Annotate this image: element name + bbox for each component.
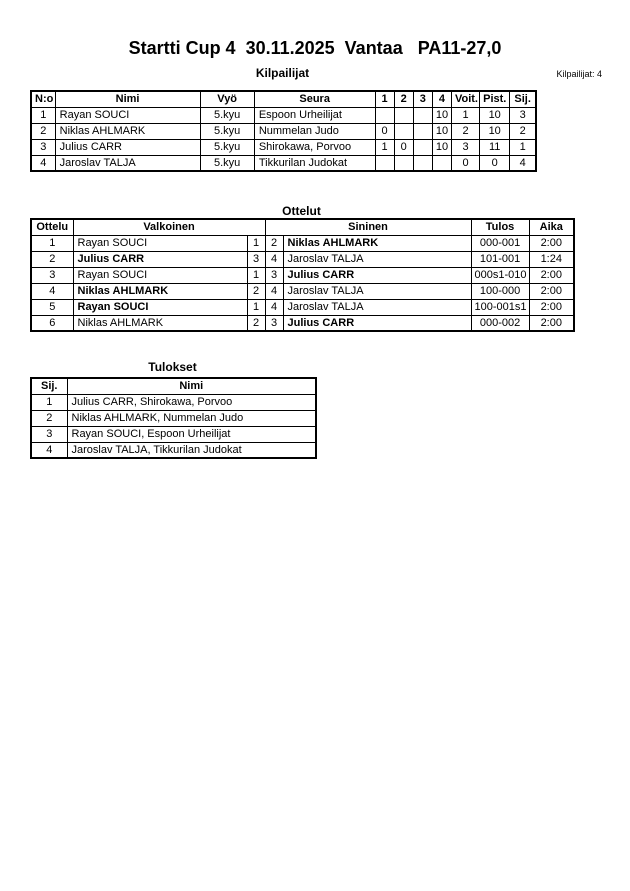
competitor-wins: 3 [451,139,479,155]
matches-section-heading: Ottelut [282,204,321,218]
result-row [31,442,316,458]
col-header-match-1: 1 [375,91,394,107]
col-header-time: Aika [529,219,574,235]
competitor-belt: 5.kyu [200,123,254,139]
result-place: 3 [31,426,67,442]
competitor-place: 4 [510,155,536,171]
matches-header-row [31,219,574,235]
col-header-points: Pist. [480,91,510,107]
competitors-table [30,90,537,172]
competitor-wins: 1 [451,107,479,123]
col-header-match-2: 2 [394,91,413,107]
match-row [31,299,574,315]
competitor-name: Jaroslav TALJA [55,155,200,171]
result-place: 1 [31,394,67,410]
blue-name: Jaroslav TALJA [283,299,471,315]
match-time: 2:00 [529,315,574,331]
competitor-name: Niklas AHLMARK [55,123,200,139]
match-row [31,251,574,267]
competitor-wins: 0 [451,155,479,171]
match-time: 2:00 [529,299,574,315]
result-row [31,426,316,442]
blue-number: 4 [265,299,283,315]
blue-name: Niklas AHLMARK [283,235,471,251]
blue-name: Julius CARR [283,315,471,331]
competitor-score-3 [413,155,432,171]
competitor-no: 3 [31,139,55,155]
white-number: 2 [247,315,265,331]
col-header-match-4: 4 [432,91,451,107]
result-place: 2 [31,410,67,426]
white-number: 1 [247,267,265,283]
white-number: 1 [247,299,265,315]
col-header-club: Seura [254,91,375,107]
competitor-place: 1 [510,139,536,155]
match-result: 000-001 [471,235,529,251]
match-result: 000-002 [471,315,529,331]
match-no: 4 [31,283,73,299]
competitor-no: 1 [31,107,55,123]
col-header-name: Nimi [67,378,316,394]
result-row [31,410,316,426]
competitor-score-3 [413,107,432,123]
competitor-score-2 [394,155,413,171]
white-number: 2 [247,283,265,299]
match-result: 100-001s1 [471,299,529,315]
competitor-score-1 [375,107,394,123]
match-no: 5 [31,299,73,315]
blue-number: 2 [265,235,283,251]
match-time: 1:24 [529,251,574,267]
competitor-place: 3 [510,107,536,123]
competitors-count: Kilpailijat: 4 [556,69,602,79]
competitor-row [31,107,536,123]
white-name: Niklas AHLMARK [73,315,247,331]
results-section-heading: Tulokset [148,360,197,374]
blue-number: 4 [265,251,283,267]
competitor-score-1 [375,155,394,171]
competitor-score-3 [413,123,432,139]
col-header-match-3: 3 [413,91,432,107]
competitor-points: 11 [480,139,510,155]
competitor-club: Tikkurilan Judokat [254,155,375,171]
competitor-place: 2 [510,123,536,139]
competitor-belt: 5.kyu [200,107,254,123]
match-time: 2:00 [529,235,574,251]
competitor-club: Espoon Urheilijat [254,107,375,123]
result-name: Rayan SOUCI, Espoon Urheilijat [67,426,316,442]
results-header-row [31,378,316,394]
blue-name: Jaroslav TALJA [283,251,471,267]
white-number: 3 [247,251,265,267]
col-header-white: Valkoinen [73,219,265,235]
col-header-wins: Voit. [451,91,479,107]
col-header-no: N:o [31,91,55,107]
competitor-club: Nummelan Judo [254,123,375,139]
match-no: 2 [31,251,73,267]
col-header-match-no: Ottelu [31,219,73,235]
match-row [31,283,574,299]
competitor-belt: 5.kyu [200,155,254,171]
competitors-section-heading: Kilpailijat [255,66,310,80]
col-header-place: Sij. [31,378,67,394]
competitor-score-4 [432,155,451,171]
blue-number: 4 [265,283,283,299]
competitor-score-3 [413,139,432,155]
results-table [30,377,317,459]
white-name: Rayan SOUCI [73,299,247,315]
col-header-name: Nimi [55,91,200,107]
competitor-score-4: 10 [432,123,451,139]
match-result: 100-000 [471,283,529,299]
match-no: 1 [31,235,73,251]
result-row [31,394,316,410]
match-no: 6 [31,315,73,331]
competitor-row [31,123,536,139]
page-title: Startti Cup 4 30.11.2025 Vantaa PA11-27,0 [128,38,502,58]
white-number: 1 [247,235,265,251]
competitor-points: 10 [480,107,510,123]
competitor-club: Shirokawa, Porvoo [254,139,375,155]
match-time: 2:00 [529,267,574,283]
competitor-belt: 5.kyu [200,139,254,155]
result-name: Julius CARR, Shirokawa, Porvoo [67,394,316,410]
white-name: Rayan SOUCI [73,267,247,283]
blue-number: 3 [265,267,283,283]
match-time: 2:00 [529,283,574,299]
competitor-name: Julius CARR [55,139,200,155]
matches-table [30,218,575,332]
competitor-row [31,139,536,155]
match-row [31,235,574,251]
competitor-score-1: 1 [375,139,394,155]
result-name: Jaroslav TALJA, Tikkurilan Judokat [67,442,316,458]
competitor-no: 2 [31,123,55,139]
white-name: Rayan SOUCI [73,235,247,251]
match-no: 3 [31,267,73,283]
competitor-row [31,155,536,171]
competitor-score-4: 10 [432,107,451,123]
competitor-score-4: 10 [432,139,451,155]
competitor-score-2 [394,107,413,123]
competitor-score-1: 0 [375,123,394,139]
result-place: 4 [31,442,67,458]
col-header-blue: Sininen [265,219,471,235]
match-result: 000s1-010 [471,267,529,283]
competitor-name: Rayan SOUCI [55,107,200,123]
match-row [31,315,574,331]
competitor-points: 0 [480,155,510,171]
white-name: Niklas AHLMARK [73,283,247,299]
blue-name: Jaroslav TALJA [283,283,471,299]
competitor-score-2 [394,123,413,139]
competitor-wins: 2 [451,123,479,139]
col-header-result: Tulos [471,219,529,235]
competitor-no: 4 [31,155,55,171]
match-row [31,267,574,283]
competitor-score-2: 0 [394,139,413,155]
white-name: Julius CARR [73,251,247,267]
competitors-header-row [31,91,536,107]
blue-number: 3 [265,315,283,331]
competitor-points: 10 [480,123,510,139]
blue-name: Julius CARR [283,267,471,283]
col-header-belt: Vyö [200,91,254,107]
match-result: 101-001 [471,251,529,267]
result-name: Niklas AHLMARK, Nummelan Judo [67,410,316,426]
col-header-place: Sij. [510,91,536,107]
